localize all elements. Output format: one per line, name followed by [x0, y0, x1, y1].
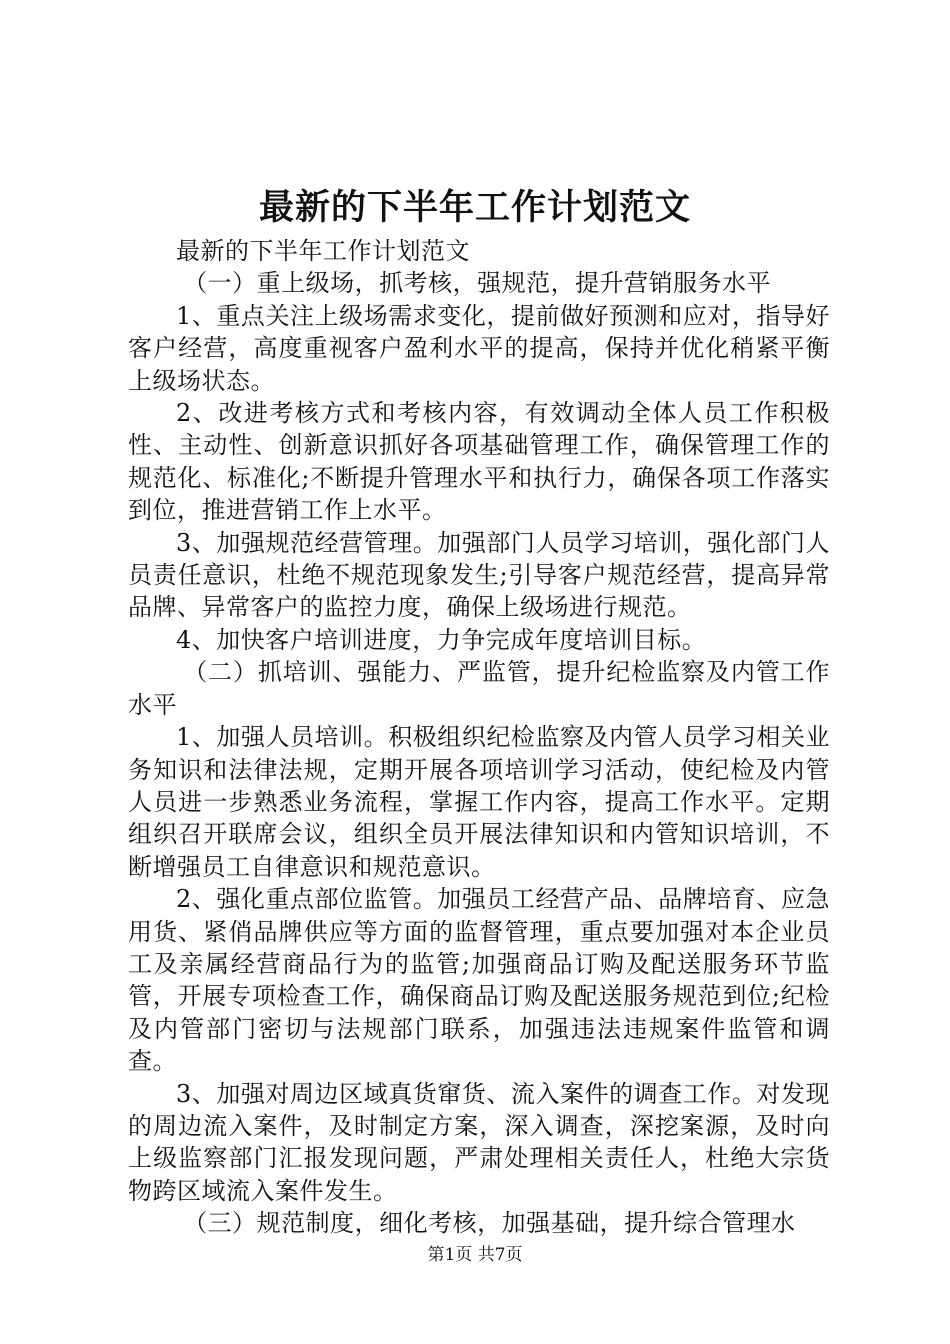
- document-body: [128, 235, 830, 1240]
- paragraph: 1、加强人员培训。积极组织纪检监察及内管人员学习相关业务知识和法律法规，定期开展各项培训学习活动，使纪检及内管人员进一步熟悉业务流程，掌握工作内容，提高工作水平。定期组织召开联席会议，组织全员开展法律知识和内管知识培训，不断增强员工自律意识和规范意识。: [128, 723, 830, 881]
- paragraph-subtitle: 最新的下半年工作计划范文: [176, 237, 470, 265]
- paragraph: 3、加强规范经营管理。加强部门人员学习培训，强化部门人员责任意识，杜绝不规范现象发生;引导客户规范经营，提高异常品牌、异常客户的监控力度，确保上级场进行规范。: [128, 528, 830, 622]
- section-heading-3: （三）规范制度，细化考核，加强基础，提升综合管理水: [183, 1209, 796, 1238]
- paragraph: 3、加强对周边区域真货窜货、流入案件的调查工作。对发现的周边流入案件，及时制定方案，深入调查，深挖案源，及时向上级监察部门汇报发现问题，严肃处理相关责任人，杜绝大宗货物跨区域流入案件发生。: [128, 1079, 830, 1205]
- paragraph: 4、加快客户培训进度，力争完成年度培训目标。: [176, 625, 707, 654]
- paragraph: 2、强化重点部位监管。加强员工经营产品、品牌培育、应急用货、紧俏品牌供应等方面的监督管理，重点要加强对本企业员工及亲属经营商品行为的监管;加强商品订购及配送服务环节监管，开展专项检查工作，确保商品订购及配送服务规范到位;纪检及内管部门密切与法规部门联系，加强违法违规案件监管和调查。: [128, 885, 830, 1076]
- document-title: 最新的下半年工作计划范文: [258, 187, 691, 228]
- section-heading-2: （二）抓培训、强能力、严监管，提升纪检监察及内管工作水平: [128, 658, 830, 719]
- section-heading-1: （一）重上级场，抓考核，强规范，提升营销服务水平: [183, 269, 772, 298]
- paragraph: 2、改进考核方式和考核内容，有效调动全体人员工作积极性、主动性、创新意识抓好各项基础管理工作，确保管理工作的规范化、标准化;不断提升管理水平和执行力，确保各项工作落实到位，推进营销工作上水平。: [128, 399, 830, 525]
- page-footer: 第1页 共7页: [427, 1245, 523, 1265]
- paragraph: 1、重点关注上级场需求变化，提前做好预测和应对，指导好客户经营，高度重视客户盈利水平的提高，保持并优化稍紧平衡上级场状态。: [128, 301, 830, 395]
